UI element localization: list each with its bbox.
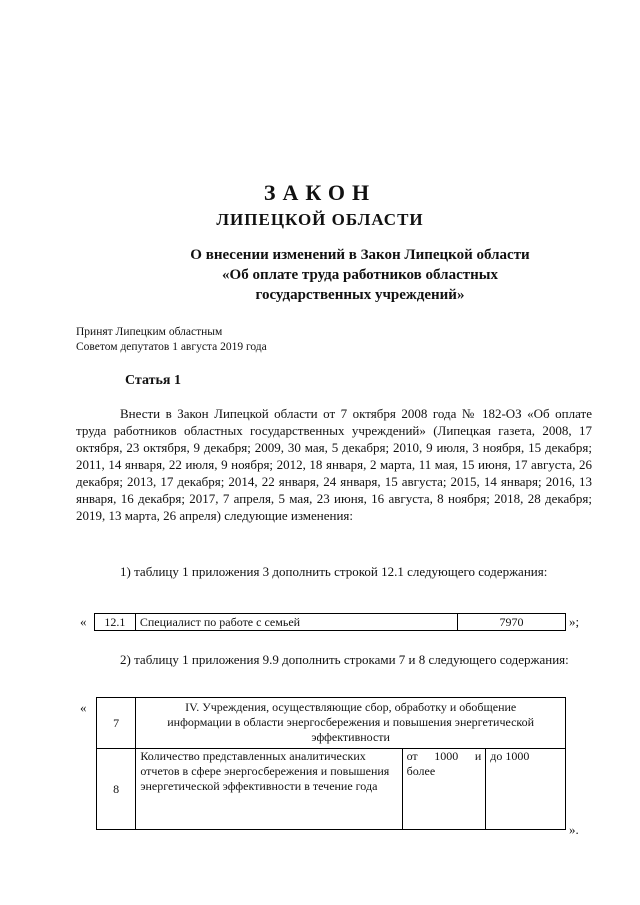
table-row (97, 698, 566, 749)
table2-row-num: 8 (97, 749, 136, 830)
item-2 (76, 651, 592, 668)
table2-section-num: 7 (97, 698, 136, 749)
item-2-text: 2) таблицу 1 приложения 9.9 дополнить строками 7 и 8 следующего содержания: (120, 652, 569, 667)
intro-paragraph: Внести в Закон Липецкой области от 7 октября 2008 года № 182-ОЗ «Об оплате труда работников областных государственных учреждений» (Липецкая газета, 2008, 17 октября, 23 октября, 9 декабря; 2009, 30 мая, 5 декабря; 2010, 9 июля, 3 ноября, 15 декабря; 2011, 14 января, 22 июля, 9 ноября; 2012, 18 января, 2 марта, 11 мая, 15 июня, 17 августа, 26 декабря; 2013, 17 декабря; 2014, 22 января, 24 января, 15 августа; 2015, 14 января; 2016, 13 января, 16 декабря; 2017, 7 апреля, 5 мая, 23 июня, 16 августа, 8 ноября; 2018, 28 декабря; 2019, 13 марта, 26 апреля) следующие изменения: (76, 406, 592, 523)
subject-line: «Об оплате труда работников областных (222, 267, 498, 283)
subject-line: О внесении изменений в Закон Липецкой области (190, 247, 530, 263)
table2-row-name: Количество представленных аналитических отчетов в сфере энергосбережения и повышения энергетической эффективности в течение года (136, 749, 402, 830)
table2-close-quote: ». (569, 822, 579, 837)
table1-open-quote: « (80, 614, 87, 629)
table2-open-quote: « (80, 700, 87, 715)
table-1 (94, 613, 566, 631)
table1-close-quote: »; (569, 614, 580, 629)
table1-value: 7970 (457, 614, 565, 631)
adoption-line: Принят Липецким областным (76, 326, 223, 338)
adoption-note (76, 325, 267, 355)
table1-num: 12.1 (95, 614, 136, 631)
table-row (95, 614, 566, 631)
table2-row-col2: до 1000 (486, 749, 566, 830)
law-region: ЛИПЕЦКОЙ ОБЛАСТИ (216, 210, 424, 229)
subject-line: государственных учреждений» (255, 287, 465, 303)
table-2 (96, 697, 566, 830)
table-row (97, 749, 566, 830)
table1-name: Специалист по работе с семьей (135, 614, 457, 631)
article-intro (76, 405, 592, 524)
item-1-text: 1) таблицу 1 приложения 3 дополнить строкой 12.1 следующего содержания: (120, 564, 548, 579)
item-1 (76, 563, 592, 580)
law-title: ЗАКОН (263, 180, 377, 205)
adoption-line: Советом депутатов 1 августа 2019 года (76, 341, 267, 353)
table2-row-col1: от 1000 и более (402, 749, 486, 830)
law-subject (150, 245, 570, 305)
article-heading: Статья 1 (125, 373, 181, 388)
table2-section-title: IV. Учреждения, осуществляющие сбор, обработку и обобщение информации в области энергосбережения и повышения энергетической эффективности (136, 698, 566, 749)
